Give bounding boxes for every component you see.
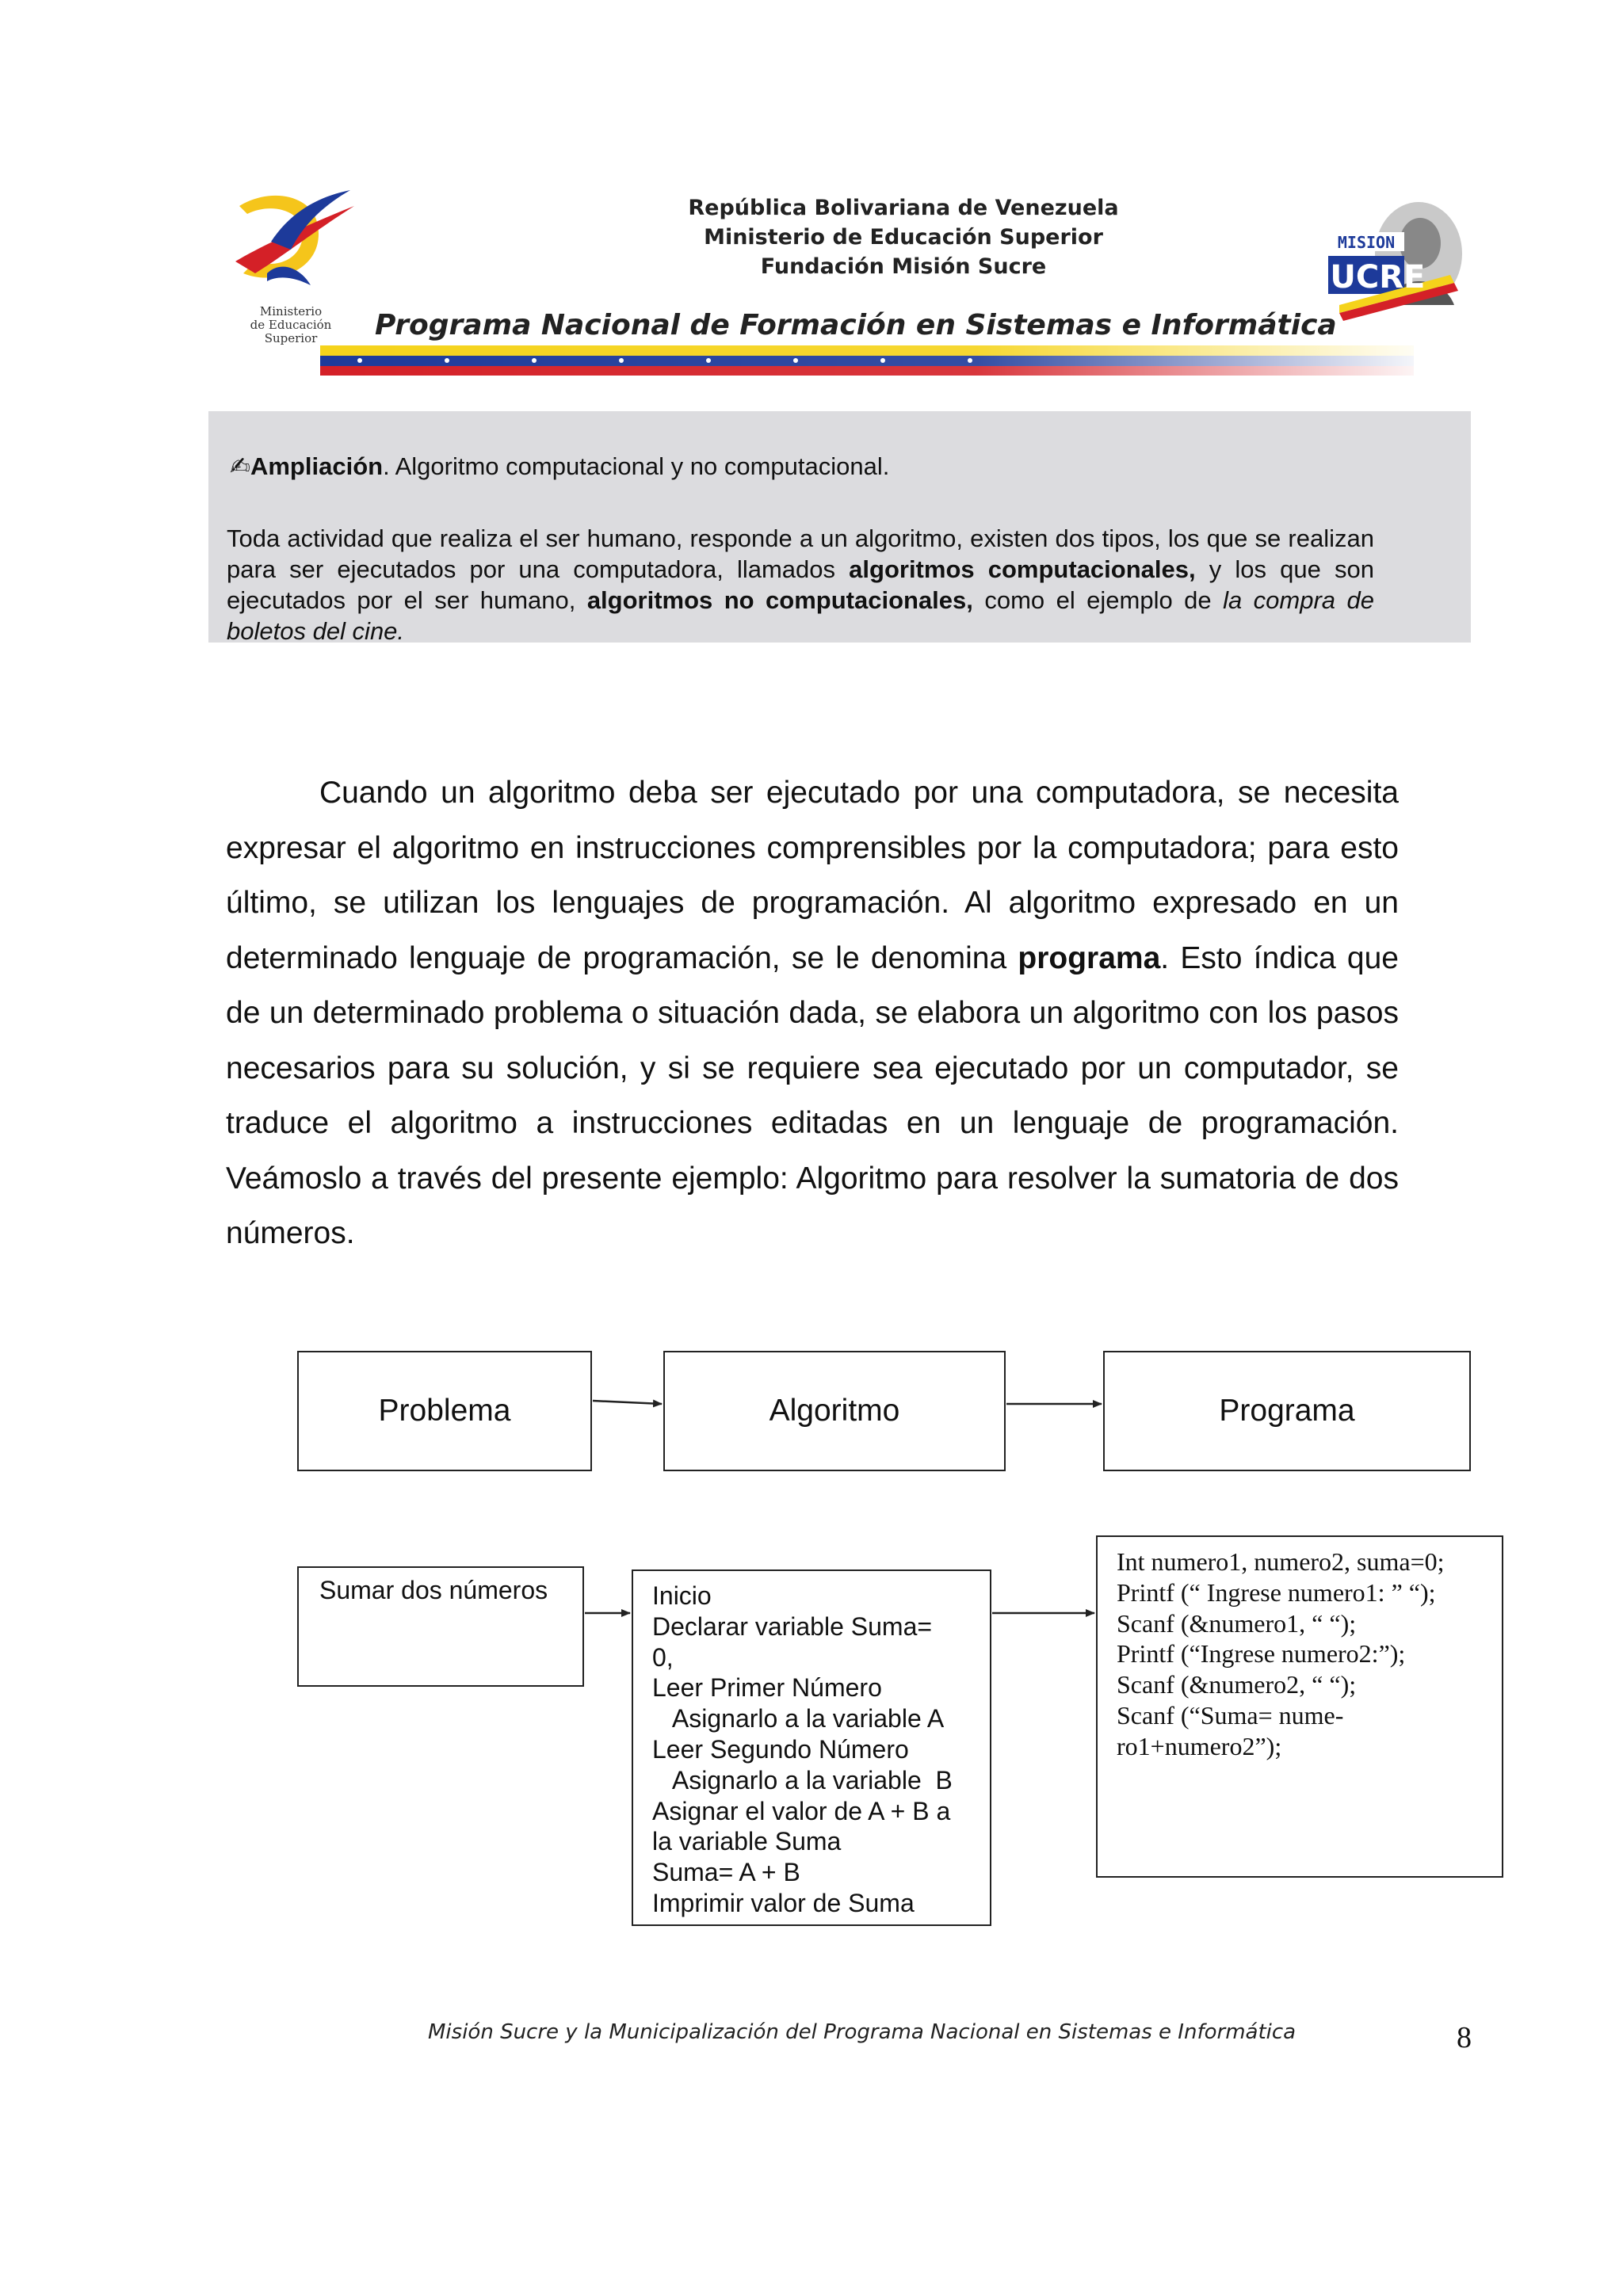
box-algoritmo-label: Algoritmo — [769, 1394, 900, 1428]
ministry-caption-line2: de Educación Superior — [250, 318, 332, 345]
ampliacion-body-italic: la compra de boletos del cine. — [227, 586, 1374, 645]
program-title: Programa Nacional de Formación en Sistemas e Informática — [375, 309, 1337, 341]
ampliacion-title-rest: . Algoritmo computacional y no computacional. — [383, 452, 890, 480]
box-problema — [297, 1351, 592, 1471]
ministry-emblem-icon — [223, 186, 358, 305]
ampliacion-body-bold: algoritmos no computacionales, — [586, 586, 973, 614]
page-number: 8 — [1457, 2021, 1472, 2054]
box-programa-label: Programa — [1219, 1394, 1355, 1428]
box-sumar-label: Sumar dos números — [319, 1576, 548, 1604]
main-paragraph — [226, 765, 1399, 1261]
ampliacion-body-text: Toda actividad que realiza el ser humano, responde a un algoritmo, existen dos tipos, los que se realizan para ser ejecutados por una computadora, llamados — [227, 524, 1374, 583]
pencil-writing-icon: ✍ — [230, 452, 250, 480]
footer-text: Misión Sucre y la Municipalización del Programa Nacional en Sistemas e Informática — [428, 2020, 1296, 2044]
sucre-logo-main: SUCRE — [1307, 259, 1426, 296]
box-c-code: Int numero1, numero2, suma=0; Printf (“ Ingrese numero1: ” “); Scanf (&numero1, “ “); Printf (“Ingrese numero2:”); Scanf (&numero2, “ “); Scanf (“Suma= nume- ro1+numero2”); — [1096, 1535, 1503, 1878]
mision-sucre-logo — [1307, 194, 1478, 329]
main-text: . Esto índica que de un determinado problema o situación dada, se elabora un algoritmo con los pasos necesarios para su solución, y si se requiere sea ejecutado por un computador, se traduce el algoritmo a instrucciones editadas en un lenguaje de programación. Veámoslo a través del presente ejemplo: Algoritmo para resolver la sumatoria de dos números. — [226, 940, 1399, 1250]
header-line-3: Fundación Misión Sucre — [760, 254, 1047, 279]
header-institution — [555, 193, 1252, 281]
sucre-logo-top: MISION — [1337, 233, 1396, 252]
ministry-logo — [223, 186, 358, 345]
main-bold-term: programa — [1018, 940, 1161, 975]
main-text: Cuando un algoritmo deba ser ejecutado por una computadora, se necesita expresar el algoritmo en instrucciones comprensibles por la computadora; para esto último, se utilizan los lenguajes de programación. Al algoritmo expresado en un determinado lenguaje de programación, se le denomina — [226, 776, 1399, 975]
ampliacion-body-text: y los que son ejecutados por el ser humano, — [227, 555, 1374, 614]
header-line-1: República Bolivariana de Venezuela — [688, 196, 1119, 220]
ampliacion-title-bold: Ampliación — [250, 452, 384, 480]
ministry-caption-line1: Ministerio — [259, 304, 323, 318]
ampliacion-body-bold: algoritmos computacionales, — [849, 555, 1196, 583]
box-algoritmo — [663, 1351, 1006, 1471]
arrow-problema-algoritmo — [593, 1401, 662, 1404]
mision-sucre-emblem-icon — [1307, 194, 1478, 329]
ampliacion-body-text: como el ejemplo de — [972, 586, 1224, 614]
box-sumar-numeros — [297, 1566, 584, 1687]
flag-stripe-bar — [320, 345, 1414, 376]
ampliacion-title — [230, 452, 889, 481]
box-problema-label: Problema — [378, 1394, 511, 1428]
box-pseudocode: Inicio Declarar variable Suma= 0, Leer Primer Número Asignarlo a la variable A Leer Segundo Número Asignarlo a la variable B Asignar el valor de A + B a la variable Suma Suma= A + B Imprimir valor de Suma — [632, 1569, 991, 1926]
header-line-2: Ministerio de Educación Superior — [704, 225, 1103, 250]
box-programa — [1103, 1351, 1471, 1471]
ampliacion-body — [227, 523, 1374, 646]
